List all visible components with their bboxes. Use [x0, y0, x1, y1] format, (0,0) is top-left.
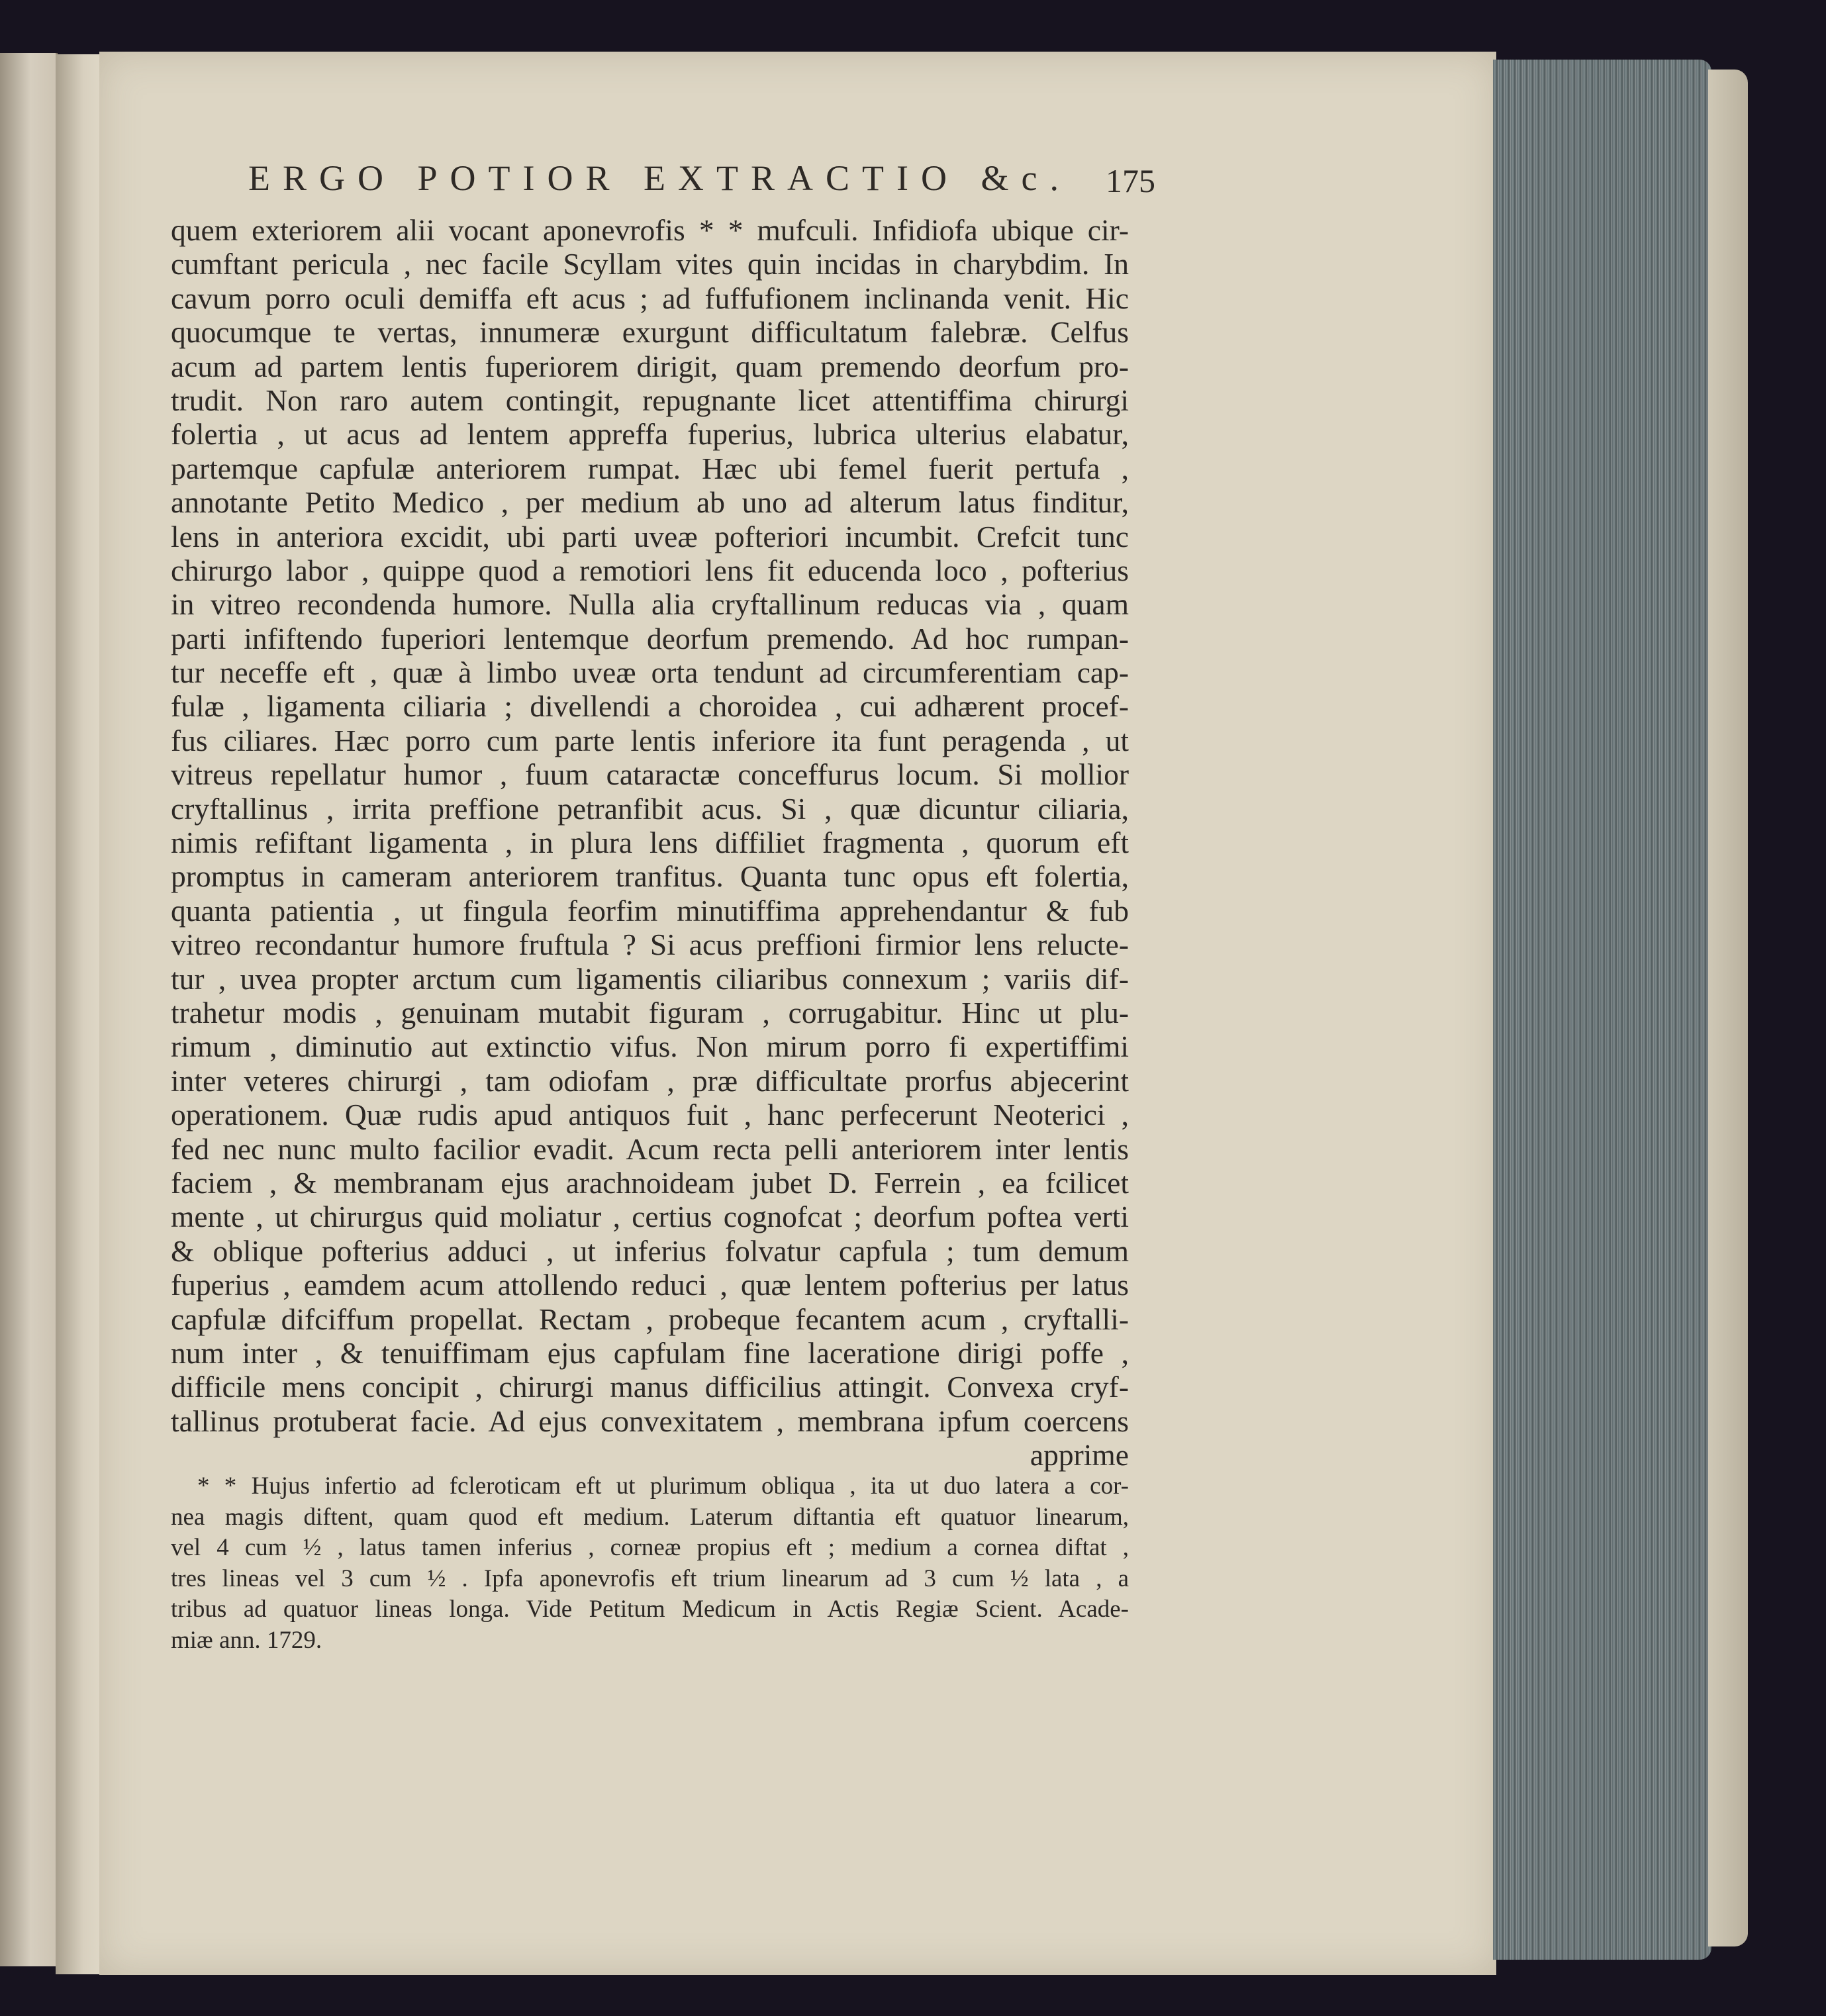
text-line: vitreus repellatur humor , fuum cataractæ conceffurus locum. Si mollior — [171, 757, 1129, 792]
text-line: quem exteriorem alii vocant aponevrofis * * mufculi. Infidiofa ubique cir- — [171, 213, 1129, 247]
text-line: annotante Petito Medico , per medium ab uno ad alterum latus finditur, — [171, 485, 1129, 520]
text-line: tur neceffe eft , quæ à limbo uveæ orta tendunt ad circumferentiam cap- — [171, 655, 1129, 690]
footnote — [171, 1471, 1129, 1656]
footnote-line: * * Hujus infertio ad fcleroticam eft ut plurimum obliqua , ita ut duo latera a cor- — [197, 1472, 1129, 1500]
text-line: cryftallinus , irrita preffione petranfibit acus. Si , quæ dicuntur ciliaria, — [171, 791, 1129, 826]
text-line: quanta patientia , ut fingula feorfim minutiffima apprehendantur & fub — [171, 893, 1129, 928]
running-head — [248, 158, 1155, 204]
text-line: & oblique pofterius adduci , ut inferius folvatur capfula ; tum demum — [171, 1233, 1129, 1268]
text-line: difficile mens concipit , chirurgi manus difficilius attingit. Convexa cryf- — [171, 1370, 1129, 1404]
text-line: fed nec nunc multo facilior evadit. Acum recta pelli anteriorem inter lentis — [171, 1131, 1129, 1166]
footnote-line: tribus ad quatuor lineas longa. Vide Petitum Medicum in Actis Regiæ Scient. Acade- — [171, 1596, 1129, 1623]
text-line: fus ciliares. Hæc porro cum parte lentis inferiore ita funt peragenda , ut — [171, 723, 1129, 757]
body-text — [171, 213, 1129, 1472]
text-line: fuperius , eamdem acum attollendo reduci , quæ lentem pofterius per latus — [171, 1268, 1129, 1302]
text-line: tallinus protuberat facie. Ad ejus convexitatem , membrana ipfum coercens — [171, 1404, 1129, 1438]
text-line: in vitreo recondenda humore. Nulla alia cryftallinum reducas via , quam — [171, 587, 1129, 622]
page-number: 175 — [1106, 162, 1155, 199]
text-line: folertia , ut acus ad lentem appreffa fuperius, lubrica ulterius elabatur, — [171, 417, 1129, 452]
text-line: trahetur modis , genuinam mutabit figuram , corrugabitur. Hinc ut plu- — [171, 995, 1129, 1030]
text-line: cavum porro oculi demiffa eft acus ; ad fuffufionem inclinanda venit. Hic — [171, 281, 1129, 315]
text-line: nimis refiftant ligamenta , in plura lens diffiliet fragmenta , quorum eft — [171, 826, 1129, 860]
footnote-line: nea magis diftent, quam quod eft medium. Laterum diftantia eft quatuor linearum, — [171, 1503, 1129, 1531]
text-line: capfulæ difciffum propellat. Rectam , probeque fecantem acum , cryftalli- — [171, 1302, 1129, 1336]
text-line: chirurgo labor , quippe quod a remotiori lens fit educenda loco , pofterius — [171, 553, 1129, 587]
running-title: ERGO POTIOR EXTRACTIO &c. — [248, 158, 1071, 198]
text-line: trudit. Non raro autem contingit, repugnante licet attentiffima chirurgi — [171, 383, 1129, 417]
text-line: tur , uvea propter arctum cum ligamentis ciliaribus connexum ; variis dif- — [171, 961, 1129, 996]
text-line: num inter , & tenuiffimam ejus capfulam fine laceratione dirigi poffe , — [171, 1335, 1129, 1370]
text-line: operationem. Quæ rudis apud antiquos fuit , hanc perfecerunt Neoterici , — [171, 1098, 1129, 1132]
text-line: fulæ , ligamenta ciliaria ; divellendi a choroidea , cui adhærent procef- — [171, 689, 1129, 724]
footnote-line: vel 4 cum ½ , latus tamen inferius , corneæ propius eft ; medium a cornea diftat , — [171, 1534, 1129, 1561]
text-line: quocumque te vertas, innumeræ exurgunt difficultatum falebræ. Celfus — [171, 315, 1129, 350]
text-line: faciem , & membranam ejus arachnoideam jubet D. Ferrein , ea fcilicet — [171, 1165, 1129, 1200]
text-line: inter veteres chirurgi , tam odiofam , præ difficultate prorfus abjecerint — [171, 1063, 1129, 1098]
book-gutter — [56, 54, 102, 1974]
text-line: acum ad partem lentis fuperiorem dirigit, quam premendo deorfum pro- — [171, 349, 1129, 383]
text-line: parti infiftendo fuperiori lentemque deorfum premendo. Ad hoc rumpan- — [171, 621, 1129, 655]
text-line: vitreo recondantur humore fruftula ? Si acus preffioni firmior lens relucte- — [171, 928, 1129, 962]
catchword: apprime — [1030, 1438, 1129, 1472]
text-line: partemque capfulæ anteriorem rumpat. Hæc ubi femel fuerit pertufa , — [171, 451, 1129, 485]
text-line: cumftant pericula , nec facile Scyllam vites quin incidas in charybdim. In — [171, 247, 1129, 281]
page-block-edge — [1493, 60, 1711, 1960]
text-line: rimum , diminutio aut extinctio vifus. Non mirum porro fi expertiffimi — [171, 1030, 1129, 1064]
text-line: promptus in cameram anteriorem tranfitus. Quanta tunc opus eft folertia, — [171, 859, 1129, 894]
footnote-line: tres lineas vel 3 cum ½ . Ipfa aponevrofis eft trium linearum ad 3 cum ½ lata , a — [171, 1564, 1129, 1592]
text-line: lens in anteriora excidit, ubi parti uveæ pofteriori incumbit. Crefcit tunc — [171, 519, 1129, 553]
text-line: mente , ut chirurgus quid moliatur , certius cognofcat ; deorfum poftea verti — [171, 1200, 1129, 1234]
book-cover-edge — [1708, 70, 1748, 1946]
left-page-edge — [0, 53, 58, 1966]
footnote-line: miæ ann. 1729. — [171, 1626, 322, 1654]
